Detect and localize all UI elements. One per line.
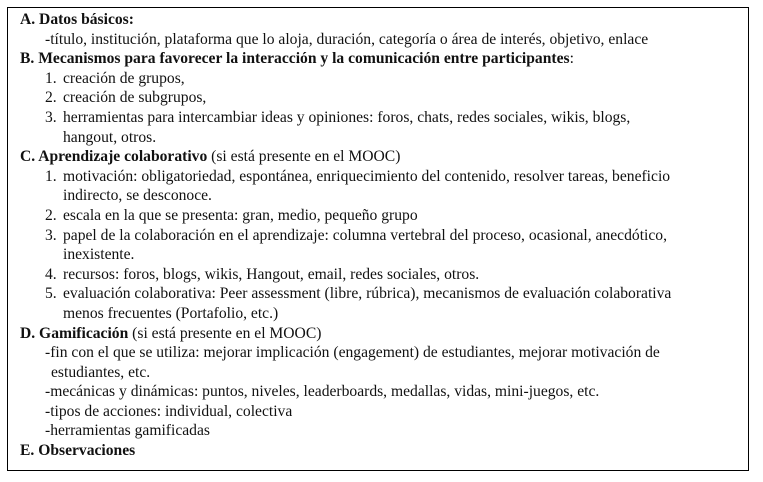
section-c-item-2: 2. escala en la que se presenta: gran, medio, pequeño grupo: [45, 206, 418, 224]
section-c-item-3-cont: inexistente.: [63, 246, 135, 264]
section-b-item-1: 1. creación de grupos,: [45, 69, 185, 87]
section-b-item-3: 3. herramientas para intercambiar ideas y opiniones: foros, chats, redes sociales, wikis, blogs,: [45, 108, 631, 126]
section-c-item-1: 1. motivación: obligatoriedad, espontánea, enriquecimiento del contenido, resolver tareas, beneficio: [45, 167, 671, 185]
section-c-item-5: 5. evaluación colaborativa: Peer assessment (libre, rúbrica), mecanismos de evaluación colaborativa: [45, 285, 672, 303]
section-c-heading: C. Aprendizaje colaborativo (si está presente en el MOOC): [20, 148, 401, 166]
section-b-heading: B. Mecanismos para favorecer la interacción y la comunicación entre participantes:: [20, 50, 574, 68]
section-c-item-1-cont: indirecto, se desconoce.: [63, 187, 212, 205]
section-e-heading: E. Observaciones: [20, 442, 136, 460]
section-b-item-3-cont: hangout, otros.: [63, 128, 157, 146]
criteria-box: [7, 7, 749, 471]
section-a-line: -título, institución, plataforma que lo aloja, duración, categoría o área de interés, objetivo, enlace: [45, 30, 649, 48]
section-d-heading: D. Gamificación (si está presente en el MOOC): [20, 324, 322, 342]
section-d-line-2: -mecánicas y dinámicas: puntos, niveles, leaderboards, medallas, vidas, mini-juegos, etc.: [45, 383, 600, 401]
section-d-line-1-cont: estudiantes, etc.: [51, 363, 151, 381]
section-a-heading: A. Datos básicos:: [20, 11, 134, 28]
section-d-line-4: -herramientas gamificadas: [45, 422, 210, 440]
section-c-item-4: 4. recursos: foros, blogs, wikis, Hangout, email, redes sociales, otros.: [45, 265, 480, 283]
section-d-line-3: -tipos de acciones: individual, colectiva: [45, 402, 293, 420]
section-b-item-2: 2. creación de subgrupos,: [45, 89, 207, 107]
section-c-item-3: 3. papel de la colaboración en el aprendizaje: columna vertebral del proceso, ocasional, anecdótico,: [45, 226, 667, 244]
section-c-item-5-cont: menos frecuentes (Portafolio, etc.): [63, 304, 279, 322]
section-d-line-1: -fin con el que se utiliza: mejorar implicación (engagement) de estudiantes, mejorar motivación de: [45, 344, 660, 362]
